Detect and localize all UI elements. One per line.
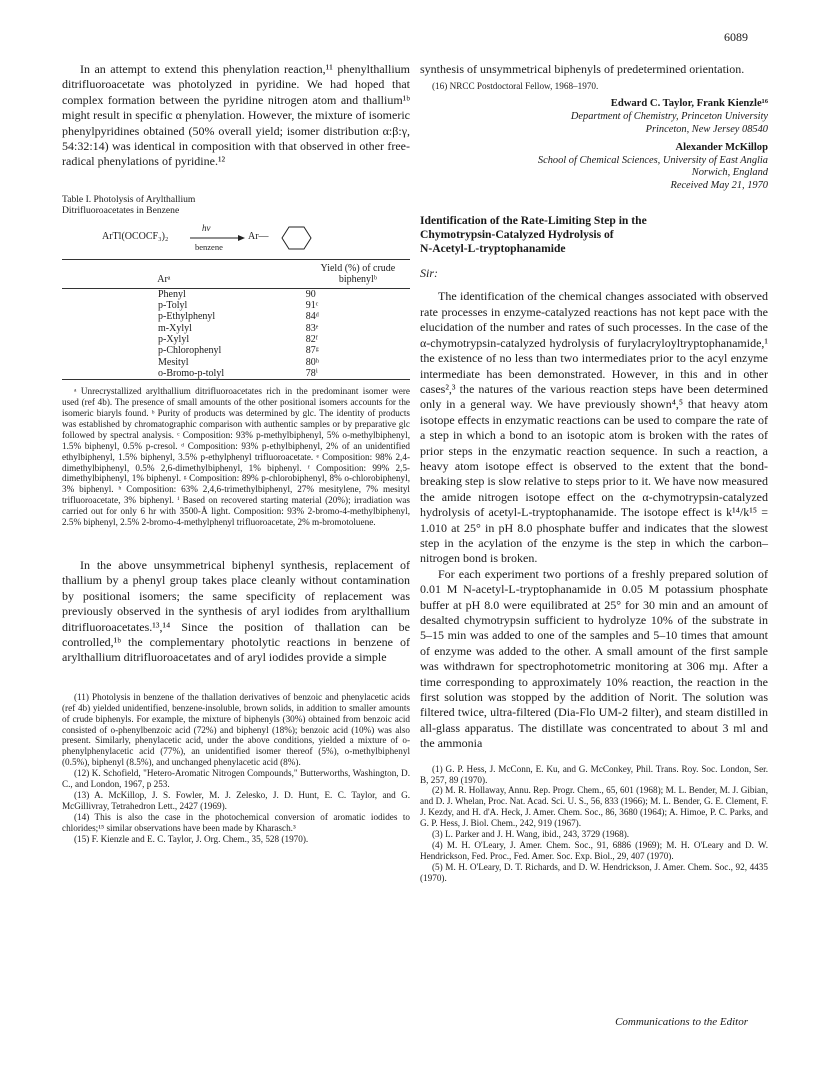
table-cell-yield: 90: [305, 288, 316, 300]
table-row: [62, 323, 410, 334]
scheme-solvent-label: benzene: [195, 241, 223, 252]
footnote-item: (12) K. Schofield, "Hetero-Aromatic Nitrogen Compounds," Butterworths, Washington, D. C., and London, 1967, p 253.: [62, 768, 410, 790]
author-block-1: [420, 98, 768, 136]
article-title-line-3: N-Acetyl-L-tryptophanamide: [420, 242, 566, 256]
author-names-2: Alexander McKillop: [675, 142, 768, 154]
table-caption-line-2: Ditrifluoroacetates in Benzene: [62, 205, 180, 217]
affiliation-2-line-2: Norwich, England: [691, 167, 768, 179]
footnote-16: (16) NRCC Postdoctoral Fellow, 1968–1970.: [432, 81, 599, 92]
table-caption-line-1: Table I. Photolysis of Arylthallium: [62, 193, 196, 205]
scheme-hv-label: hν: [202, 222, 211, 233]
section-footer-label: Communications to the Editor: [615, 1016, 748, 1028]
table-cell-ar: p-Xylyl: [158, 334, 190, 346]
table-row: [62, 334, 410, 345]
footnote-item: (15) F. Kienzle and E. C. Taylor, J. Org. Chem., 35, 528 (1970).: [74, 833, 309, 844]
reference-item: (3) L. Parker and J. H. Wang, ibid., 243, 3729 (1968).: [432, 829, 630, 840]
received-date: Received May 21, 1970: [670, 179, 768, 191]
table-footnotes: [62, 386, 410, 528]
article-title-line-2: Chymotrypsin-Catalyzed Hydrolysis of: [420, 228, 614, 242]
reference-item: (4) M. H. O'Leary, J. Amer. Chem. Soc., 91, 6886 (1969); M. H. O'Leary and D. W. Hendrickson, Fed. Proc., Fed. Amer. Soc. Exp. Biol., 29, 407 (1970).: [420, 840, 768, 861]
table-footnote-text: ᵃ Unrecrystallized arylthallium ditrifluoroacetates rich in the predominant isomer were used (ref 4b). The presence of small amounts of the other positional isomers accounts for the isomeric biaryls found. ᵇ Purity of products was determined by glc. The identity of products was established by chromatographic comparison with authentic samples or by preparative glc followed by spectral analysis. ᶜ Composition: 93% p-methylbiphenyl, 5% o-methylbiphenyl, 1.5% biphenyl, 0.5% p-cresol. ᵈ Composition: 93% p-ethylbiphenyl, 2% of an unidentified ethylbiphenyl, 1.5% biphenyl, 3.5% p-ethylphenyl trifluoroacetate. ᵉ Composition: 98% 2,4-dimethylbiphenyl, 0.5% 2,6-dimethylbiphenyl, 1% biphenyl. ᶠ Composition: 99% 2,5-dimethylbiphenyl, 1% biphenyl. ᵍ Composition: 89% p-chlorobiphenyl, 8% o-chlorobiphenyl, 3% biphenyl. ʰ Composition: 63% 2,4,6-trimethylbiphenyl, 27% mesitylene, 7% mesityl trifluoroacetate, 3% biphenyl. ⁱ Based on recovered starting material (20%); irradiation was carried out for only 6 hr with 3500-Å light. Composition: 93% 2-bromo-4-methylbiphenyl, 2.5% biphenyl, 2.5% 2-bromo-4-methylphenyl trifluoroacetate, 2% m-bromotoluene.: [62, 386, 410, 528]
left-paragraph-2: In the above unsymmetrical biphenyl synthesis, replacement of thallium by a phenyl group takes place cleanly without contamination by positional isomers; the same specificity of replacement was previously observed in the synthesis of aryl iodides from arylthallium ditrifluoroacetates.¹³,¹⁴ Since the position of thallation can be controlled,¹ᵇ the complementary photolytic reactions in benzene of arylthallium ditrifluoroacetates and of aryl iodides provide a simple: [62, 558, 410, 665]
table-row: [62, 357, 410, 368]
table-cell-ar: Mesityl: [158, 356, 189, 368]
affiliation-1-line-2: Princeton, New Jersey 08540: [645, 123, 768, 135]
table-row: [62, 300, 410, 311]
right-paragraph-2: For each experiment two portions of a freshly prepared solution of 0.01 M N-acetyl-L-tryptophanamide in 0.05 M potassium phosphate buffer at pH 8.0 were equilibrated at 25° for 30 min and an amount of desalted chymotrypsin sufficient to hydrolyze 10% of the substrate in 5–15 min was added to one of the samples and 5–10 times that amount of enzyme was added to the other. A small amount of the first sample was withdrawn for spectrophotometric monitoring at 306 mμ. After a time corresponding to approximately 10% reaction, the reaction in the first solution was stopped by the addition of Norit. The solution was filtered twice, ultra-filtered (Dia-Flo UM-2 filter), and steam distilled in all-glass apparatus. The distillate was concentrated to about 3 ml and the ammonia: [420, 566, 768, 751]
affiliation-1-line-1: Department of Chemistry, Princeton University: [570, 110, 768, 122]
yield-table: [62, 259, 410, 380]
article-title-line-1: Identification of the Rate-Limiting Step in the: [420, 214, 647, 228]
arrow-head-icon: [238, 235, 245, 241]
scheme-arrow-and-ring: [62, 223, 410, 257]
table-cell-yield: 87ᵍ: [305, 345, 319, 357]
table-row: [62, 368, 410, 380]
left-footnotes: [62, 692, 410, 845]
table-cell-ar: o-Bromo-p-tolyl: [158, 367, 225, 379]
table-header-row: [62, 259, 410, 288]
table-cell-yield: 91ᶜ: [305, 300, 319, 312]
table-row: [62, 345, 410, 356]
scheme-product: Ar—: [248, 230, 269, 242]
right-paragraph-1: The identification of the chemical changes associated with observed rate processes in enzyme-catalyzed reactions has not kept pace with the elucidation of the number and rates of such processes. In the case of the α-chymotrypsin-catalyzed hydrolysis of furylacryloyltryptophanamide,¹ the existence of no less than two intermediates prior to the acyl enzyme intermediate has been demonstrated. However, in this and in other cases²,³ the natures of the various reaction steps have been determined only in a general way. We have previously shown⁴,⁵ that heavy atom isotope effects in enzymatic reactions can be used to compare the rate of a step in which a bond to an isotopic atom is broken with the rates of prior steps in the enzymatic reaction sequence. In such a reaction, a heavy atom isotope effect is observed to the extent that the bond-breaking step is slow relative to steps prior to it. We have now measured the amide nitrogen isotope effect on the α-chymotrypsin-catalyzed hydrolysis of acetyl-L-tryptophanamide. The isotope effect is k¹⁴/k¹⁵ = 1.010 at 25° in pH 8.0 phosphate buffer and indicates that the slowest step in the acylation of the enzyme is the step in which the carbon–nitrogen bond is broken.: [420, 289, 768, 566]
table-cell-yield: 82ᶠ: [305, 334, 318, 346]
table-cell-yield: 78ⁱ: [305, 367, 318, 379]
reference-item: (2) M. R. Hollaway, Annu. Rep. Progr. Chem., 65, 601 (1968); M. L. Bender, M. J. Gibian, and D. J. Whelan, Proc. Nat. Acad. Sci. U. S., 56, 833 (1966); M. L. Bender, G. E. Clement, F. J. Kezdy, and H. d'A. Heck, J. Amer. Chem. Soc., 86, 3680 (1964); A. Himoe, P. C. Parks, and G. P. Hess, J. Biol. Chem., 242, 919 (1967).: [420, 785, 768, 829]
table-row: [62, 311, 410, 322]
article-title: [420, 214, 768, 256]
salutation: Sir:: [420, 266, 438, 281]
table-cell-yield: 84ᵈ: [305, 311, 319, 323]
table-row: [62, 288, 410, 300]
table-caption: [62, 194, 410, 217]
table-cell-yield: 83ᵉ: [305, 322, 319, 334]
right-paragraph-top: synthesis of unsymmetrical biphenyls of predetermined orientation.: [420, 62, 745, 76]
reference-item: (5) M. H. O'Leary, D. T. Richards, and D. W. Hendrickson, J. Amer. Chem. Soc., 92, 4435 (1970).: [420, 861, 768, 883]
references: [420, 764, 768, 884]
page-number: 6089: [724, 30, 748, 44]
benzene-ring-icon: [282, 227, 311, 249]
header-ar: Arᵃ: [157, 273, 171, 285]
left-column: [62, 62, 410, 845]
footnote-item: (13) A. McKillop, J. S. Fowler, M. J. Zelesko, J. D. Hunt, E. C. Taylor, and G. McGillivray, Tetrahedron Lett., 2427 (1969).: [62, 790, 410, 811]
table-cell-yield: 80ʰ: [305, 356, 320, 368]
footnote-item: (14) This is also the case in the photochemical conversion of aromatic iodides to chlorides;¹⁵ similar observations have been made by Kharasch.³: [62, 811, 410, 833]
author-names-1: Edward C. Taylor, Frank Kienzle¹⁶: [610, 98, 768, 110]
author-block-2: [420, 142, 768, 192]
right-column: [420, 62, 768, 884]
reference-item: (1) G. P. Hess, J. McConn, E. Ku, and G. McConkey, Phil. Trans. Roy. Soc. London, Ser. B, 257, 89 (1970).: [420, 763, 768, 785]
table-cell-ar: p-Ethylphenyl: [158, 311, 216, 323]
table-cell-ar: Phenyl: [158, 288, 186, 300]
header-yield: Yield (%) of crude biphenylᵇ: [320, 262, 396, 285]
table-cell-ar: m-Xylyl: [158, 322, 192, 334]
table-cell-ar: p-Tolyl: [158, 300, 188, 312]
scheme-reactant: ArTl(OCOCF₃)₂: [102, 230, 169, 242]
table-cell-ar: p-Chlorophenyl: [158, 345, 222, 357]
affiliation-2-line-1: School of Chemical Sciences, University of East Anglia: [537, 154, 768, 166]
footnote-item: (11) Photolysis in benzene of the thallation derivatives of benzoic and phenylacetic acids (ref 4b) yielded unidentified, benzene-insoluble, brown solids, in addition to smaller amounts of crude biphenyls. For example, the mixture of biphenyls (30%) obtained from benzoic acid consisted of o-phenylbenzoic acid (72%) and biphenyl (18%); benzoic acid (10%) was also present. Similarly, phenylacetic acid, under the above conditions, yielded a mixture of o-phenylphenylacetic acid (77%), an unidentified isomer thereof (5%), o-methylbiphenyl (0.5%), biphenyl (8.5%), and unchanged phenylacetic acid (8%).: [62, 691, 410, 768]
reaction-scheme: [62, 223, 410, 257]
left-paragraph-1: In an attempt to extend this phenylation reaction,¹¹ phenylthallium ditrifluoroacetate was photolyzed in pyridine. We had hoped that complex formation between the pyridine nitrogen atom and thallium¹ᵇ might result in specific α phenylation. However, the mixture of isomeric phenylpyridines obtained (50% overall yield; isomer distribution α:β:γ, 54:32:14) was identical in composition with that observed in other free-radical phenylations of pyridine.¹²: [62, 62, 410, 169]
